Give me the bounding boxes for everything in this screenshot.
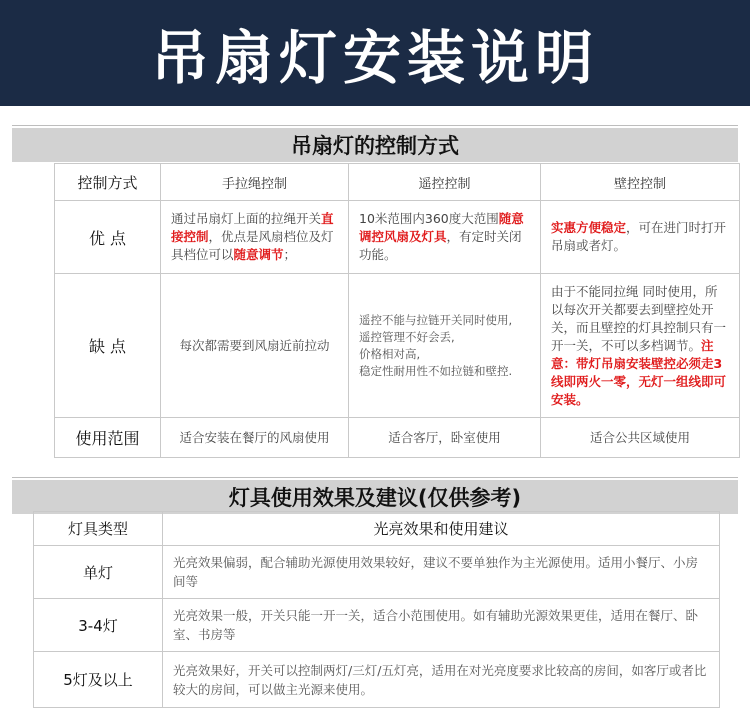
- section-lighting-title: 灯具使用效果及建议(仅供参考): [12, 480, 738, 514]
- cons-wall: 由于不能同拉绳 同时使用，所以每次开关都要去到壁控处开关，而且壁控的灯具控制只有一开一关，不可以多档调节。注意：带灯吊扇安装壁控必须走3线即两火一零，无灯一组线即可安装。: [541, 274, 740, 418]
- header-lamp-type: 灯具类型: [34, 512, 163, 546]
- cons-pull-cord: 每次都需要到风扇近前拉动: [161, 274, 349, 418]
- table-header-row: [55, 164, 740, 201]
- header-effect: 光亮效果和使用建议: [163, 512, 720, 546]
- scope-wall: 适合公共区域使用: [541, 418, 740, 458]
- table-row: [34, 599, 720, 652]
- cons-remote: 遥控不能与拉链开关同时使用, 遥控管理不好会丢, 价格相对高, 稳定性耐用性不如拉链和壁控.: [349, 274, 541, 418]
- control-methods-table: [54, 163, 740, 458]
- pros-remote: 10米范围内360度大范围随意调控风扇及灯具，有定时关闭功能。: [349, 201, 541, 274]
- section-divider: [12, 125, 738, 126]
- section-control-methods-title: 吊扇灯的控制方式: [12, 128, 738, 162]
- title-banner: [0, 0, 750, 106]
- pros-wall: 实惠方便稳定，可在进门时打开吊扇或者灯。: [541, 201, 740, 274]
- table-row-scope: [55, 418, 740, 458]
- table-row: [34, 652, 720, 708]
- header-control-method: 控制方式: [55, 164, 161, 201]
- row-label-3-4: 3-4灯: [34, 599, 163, 652]
- row-label-single: 单灯: [34, 546, 163, 599]
- row-desc-5-plus: 光亮效果好，开关可以控制两灯/三灯/五灯亮，适用在对光亮度要求比较高的房间，如客厅或者比较大的房间，可以做主光源来使用。: [163, 652, 720, 708]
- row-desc-3-4: 光亮效果一般，开关只能一开一关，适合小范围使用。如有辅助光源效果更佳，适用在餐厅、卧室、书房等: [163, 599, 720, 652]
- table-row: [34, 546, 720, 599]
- pros-pull-cord: 通过吊扇灯上面的拉绳开关直接控制，优点是风扇档位及灯具档位可以随意调节；: [161, 201, 349, 274]
- header-pull-cord: 手拉绳控制: [161, 164, 349, 201]
- row-label-5-plus: 5灯及以上: [34, 652, 163, 708]
- lighting-effects-table: [33, 511, 720, 708]
- table-header-row: [34, 512, 720, 546]
- row-desc-single: 光亮效果偏弱，配合辅助光源使用效果较好，建议不要单独作为主光源使用。适用小餐厅、小房间等: [163, 546, 720, 599]
- row-label-pros: 优 点: [55, 201, 161, 274]
- scope-pull-cord: 适合安装在餐厅的风扇使用: [161, 418, 349, 458]
- header-wall: 壁控控制: [541, 164, 740, 201]
- page-title: 吊扇灯安装说明: [150, 24, 599, 92]
- header-remote: 遥控控制: [349, 164, 541, 201]
- section-divider: [12, 477, 738, 478]
- table-row-cons: [55, 274, 740, 418]
- scope-remote: 适合客厅，卧室使用: [349, 418, 541, 458]
- table-row-pros: [55, 201, 740, 274]
- row-label-cons: 缺 点: [55, 274, 161, 418]
- row-label-scope: 使用范围: [55, 418, 161, 458]
